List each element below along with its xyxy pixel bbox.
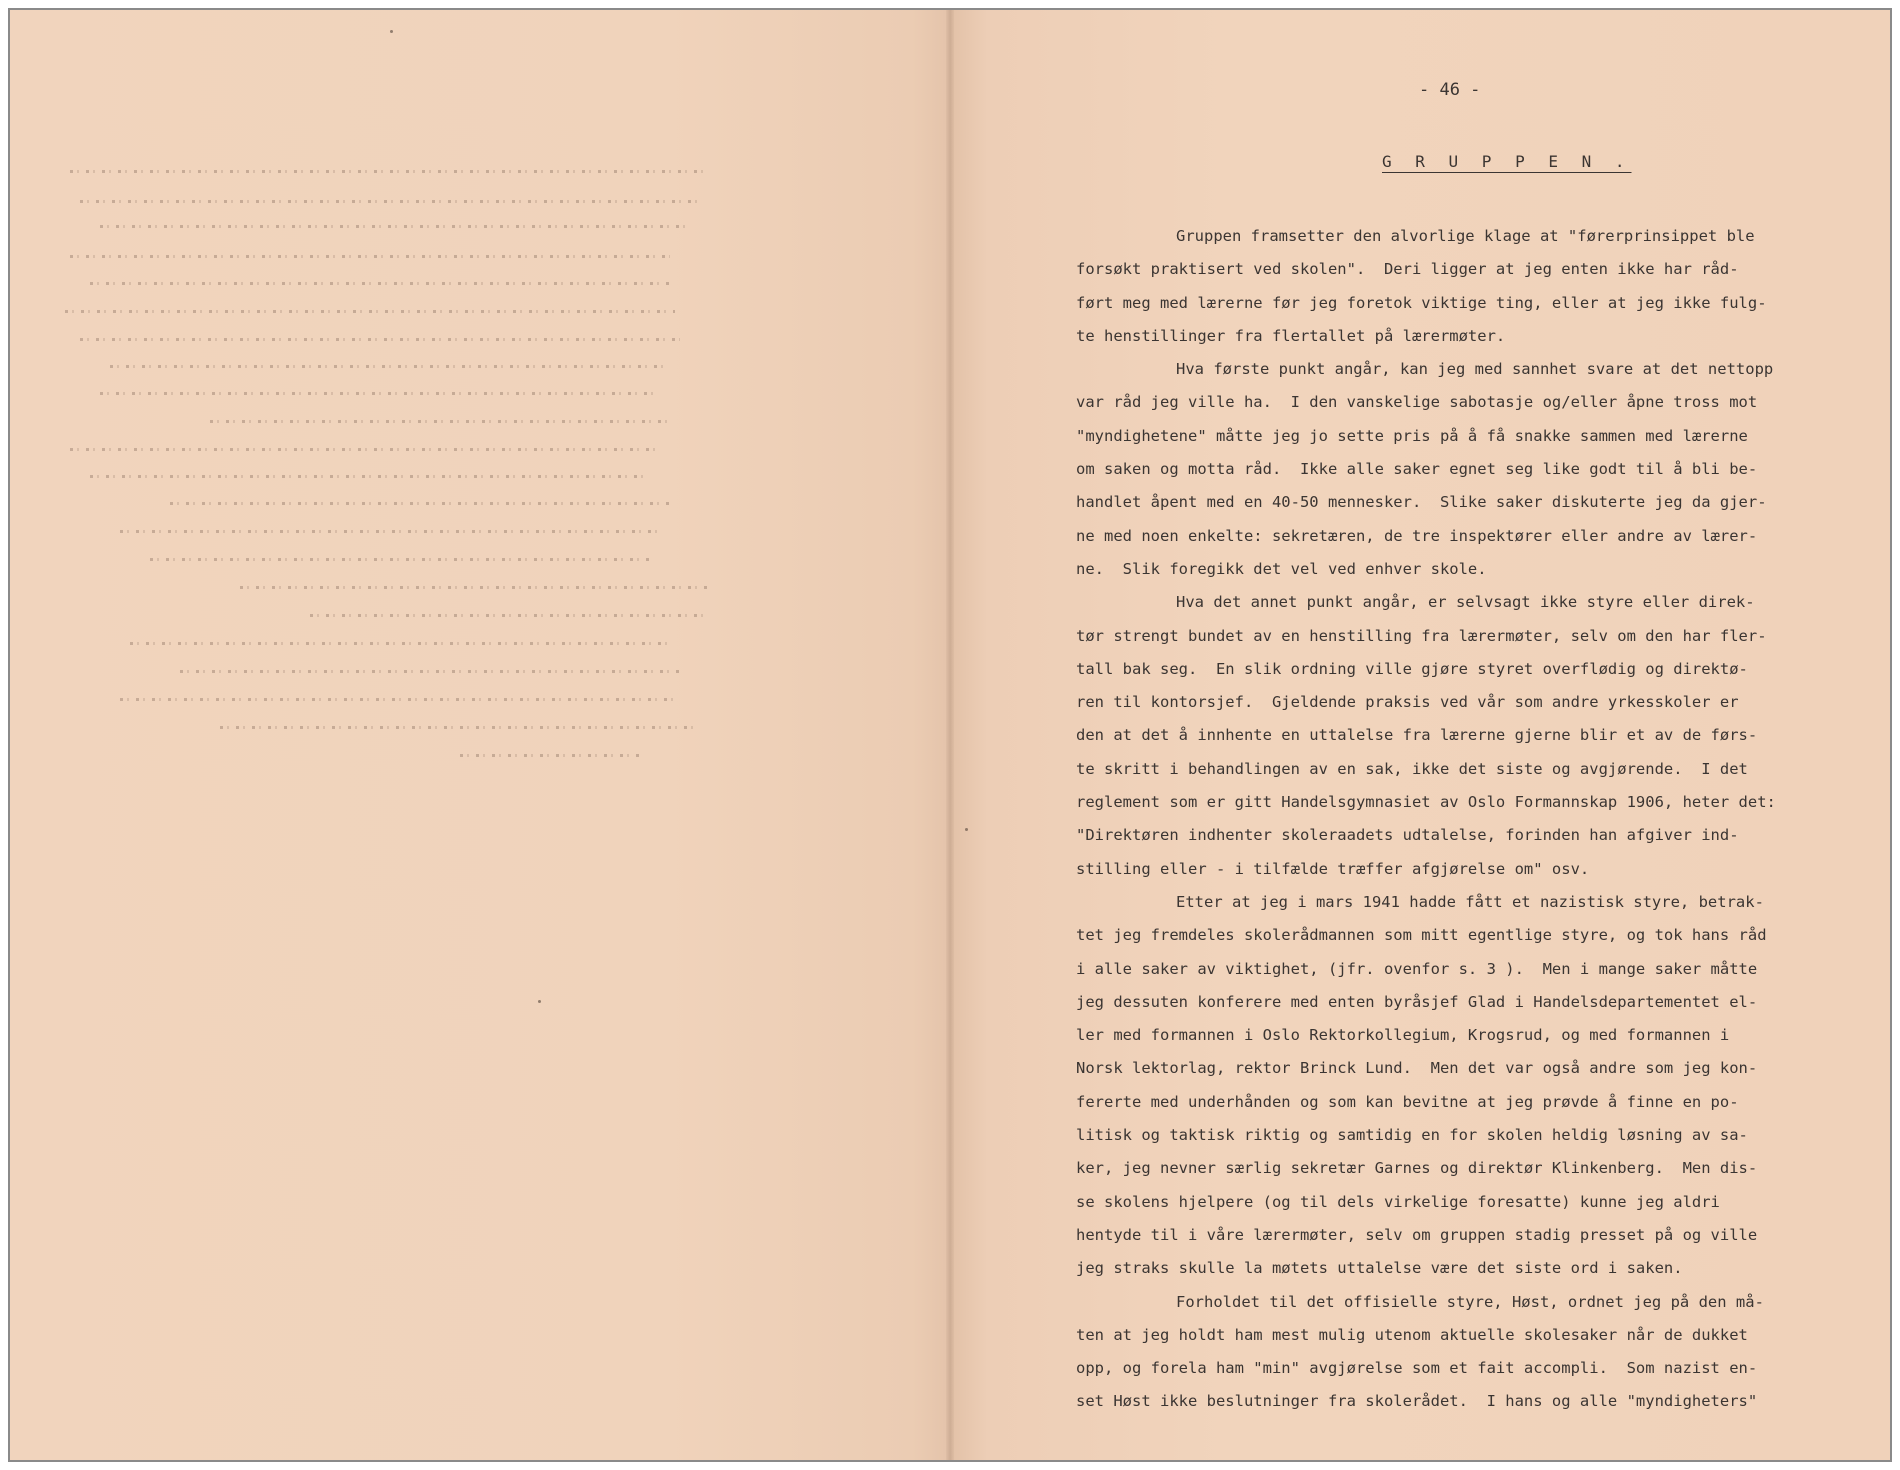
text-line: Norsk lektorlag, rektor Brinck Lund. Men det var også andre som jeg kon-	[1076, 1059, 1758, 1078]
text-line: den at det å innhente en uttalelse fra lærerne gjerne blir et av de førs-	[1076, 726, 1758, 745]
left-page	[10, 10, 950, 1460]
text-line: ne. Slik foregikk det vel ved enhver skole.	[1076, 559, 1487, 578]
text-line: ren til kontorsjef. Gjeldende praksis ved vår som andre yrkesskoler er	[1076, 693, 1739, 712]
text-line: i alle saker av viktighet, (jfr. ovenfor s. 3 ). Men i mange saker måtte	[1076, 959, 1758, 978]
text-line: opp, og forela ham "min" avgjørelse som et fait accompli. Som nazist en-	[1076, 1359, 1758, 1378]
show-through-line	[310, 614, 710, 617]
show-through-line	[130, 642, 670, 645]
show-through-line	[100, 392, 660, 395]
scanned-book-spread	[8, 8, 1892, 1462]
show-through-line	[460, 754, 640, 757]
text-line: tet jeg fremdeles skolerådmannen som mitt egentlige styre, og tok hans råd	[1076, 926, 1767, 945]
text-line: ker, jeg nevner særlig sekretær Garnes og direktør Klinkenberg. Men dis-	[1076, 1159, 1758, 1178]
text-line: se skolens hjelpere (og til dels virkelige foresatte) kunne jeg aldri	[1076, 1192, 1720, 1211]
show-through-line	[180, 670, 680, 673]
text-line: handlet åpent med en 40-50 mennesker. Slike saker diskuterte jeg da gjer-	[1076, 493, 1767, 512]
show-through-line	[100, 225, 690, 228]
text-line: fererte med underhånden og som kan bevitne at jeg prøvde å finne en po-	[1076, 1092, 1739, 1111]
speck	[538, 1000, 541, 1003]
section-heading: G R U P P E N .	[1382, 152, 1632, 171]
text-line: litisk og taktisk riktig og samtidig en for skolen heldig løsning av sa-	[1076, 1126, 1748, 1145]
text-line: set Høst ikke beslutninger fra skolerådet. I hans og alle "myndigheters"	[1076, 1392, 1758, 1411]
show-through-line	[110, 365, 670, 368]
show-through-line	[120, 698, 680, 701]
show-through-line	[90, 475, 650, 478]
show-through-line	[220, 726, 700, 729]
text-line: ne med noen enkelte: sekretæren, de tre inspektører eller andre av lærer-	[1076, 526, 1758, 545]
show-through-line	[65, 310, 675, 313]
show-through-line	[70, 170, 710, 173]
show-through-line	[90, 282, 670, 285]
text-line: Gruppen framsetter den alvorlige klage at "førerprinsippet ble	[1176, 227, 1755, 245]
show-through-line	[120, 530, 660, 533]
text-line: ten at jeg holdt ham mest mulig utenom aktuelle skolesaker når de dukket	[1076, 1325, 1748, 1344]
speck	[965, 828, 968, 831]
text-line: Forholdet til det offisielle styre, Høst, ordnet jeg på den må-	[1176, 1292, 1764, 1311]
text-line: Hva det annet punkt angår, er selvsagt ikke styre eller direk-	[1176, 593, 1755, 612]
text-line: jeg straks skulle la møtets uttalelse være det siste ord i saken.	[1076, 1259, 1683, 1278]
show-through-line	[240, 586, 710, 589]
text-line: var råd jeg ville ha. I den vanskelige sabotasje og/eller åpne tross mot	[1076, 393, 1758, 412]
text-line: hentyde til i våre lærermøter, selv om gruppen stadig presset på og ville	[1076, 1225, 1758, 1244]
show-through-line	[80, 338, 680, 341]
show-through-line	[170, 502, 670, 505]
text-line: "Direktøren indhenter skoleraadets udtalelse, forinden han afgiver ind-	[1076, 826, 1739, 845]
speck	[390, 30, 393, 33]
text-line: stilling eller - i tilfælde træffer afgjørelse om" osv.	[1076, 859, 1590, 878]
text-line: tør strengt bundet av en henstilling fra lærermøter, selv om den har fler-	[1076, 626, 1767, 645]
body-text	[1076, 220, 1886, 1419]
text-line: te henstillinger fra flertallet på lærermøter.	[1076, 326, 1506, 345]
book-spine	[946, 10, 954, 1460]
text-line: Etter at jeg i mars 1941 hadde fått et nazistisk styre, betrak-	[1176, 892, 1764, 911]
show-through-line	[210, 420, 670, 423]
text-line: om saken og motta råd. Ikke alle saker egnet seg like godt til å bli be-	[1076, 460, 1758, 479]
text-line: reglement som er gitt Handelsgymnasiet av Oslo Formannskap 1906, heter det:	[1076, 793, 1776, 812]
show-through-line	[70, 448, 660, 451]
page-number: - 46 -	[1419, 80, 1481, 100]
text-line: tall bak seg. En slik ordning ville gjøre styret overflødig og direktø-	[1076, 659, 1748, 678]
text-line: Hva første punkt angår, kan jeg med sannhet svare at det nettopp	[1176, 360, 1774, 379]
show-through-line	[70, 255, 670, 258]
text-line: ført meg med lærerne før jeg foretok viktige ting, eller at jeg ikke fulg-	[1076, 293, 1767, 312]
text-line: "myndighetene" måtte jeg jo sette pris på å få snakke sammen med lærerne	[1076, 426, 1748, 445]
show-through-line	[80, 200, 700, 203]
text-line: te skritt i behandlingen av en sak, ikke det siste og avgjørende. I det	[1076, 759, 1748, 778]
text-line: jeg dessuten konferere med enten byråsjef Glad i Handelsdepartementet el-	[1076, 992, 1758, 1011]
text-line: forsøkt praktisert ved skolen". Deri ligger at jeg enten ikke har råd-	[1076, 260, 1739, 279]
show-through-line	[150, 558, 650, 561]
text-line: ler med formannen i Oslo Rektorkollegium, Krogsrud, og med formannen i	[1076, 1026, 1730, 1045]
left-page-show-through	[10, 10, 950, 910]
